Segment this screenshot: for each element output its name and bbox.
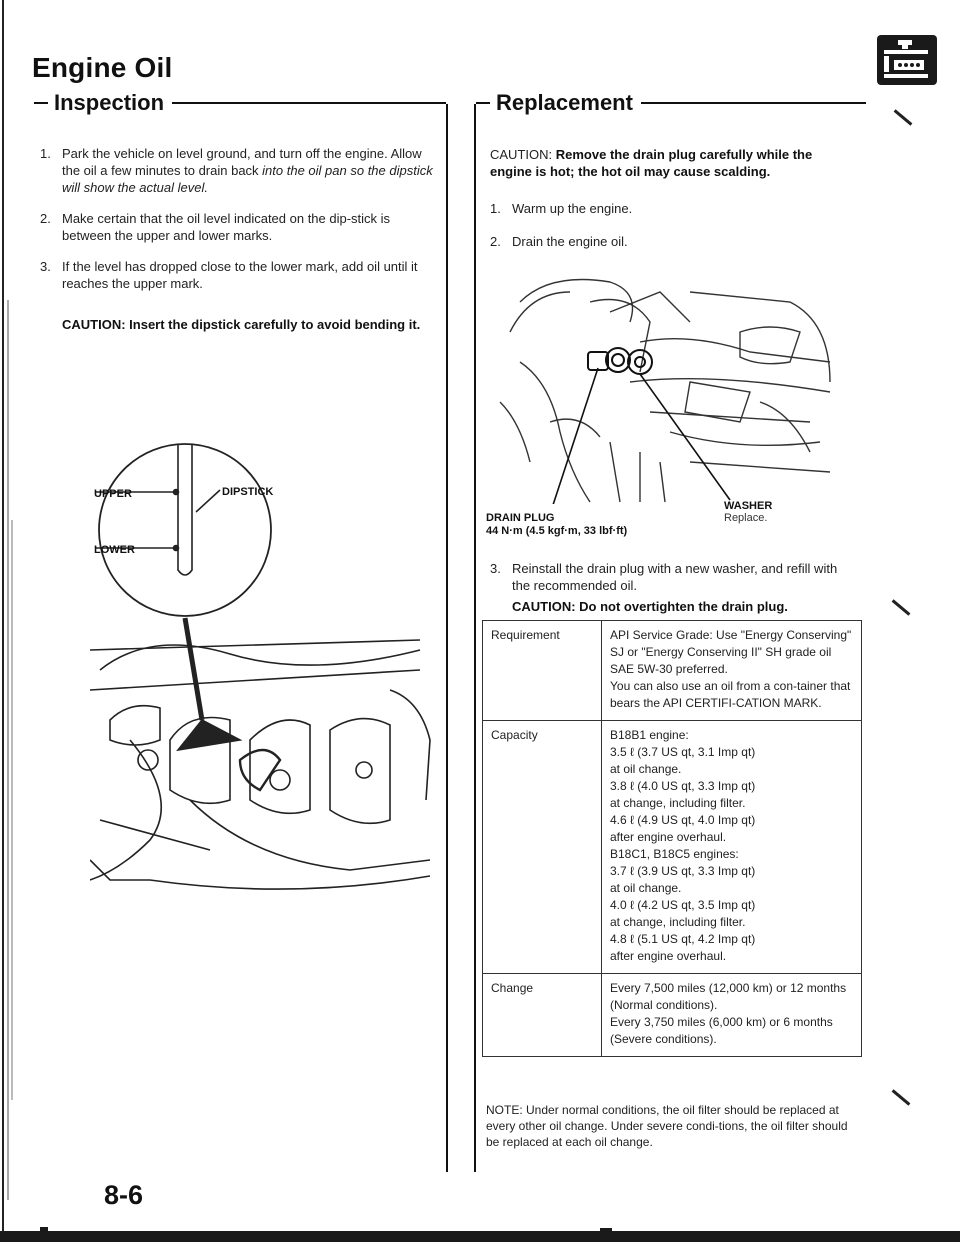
washer-label: WASHER (724, 500, 773, 512)
step-text: Drain the engine oil. (512, 234, 628, 249)
table-line: 4.6 ℓ (4.9 US qt, 4.0 Imp qt) (610, 813, 756, 827)
table-line: 3.7 ℓ (3.9 US qt, 3.3 Imp qt) (610, 864, 756, 878)
step-text: If the level has dropped close to the lower mark, add oil until it reaches the upper mark. (62, 259, 418, 291)
margin-tick (892, 599, 911, 615)
table-line: at oil change. (610, 762, 682, 776)
table-line: at change, including filter. (610, 796, 746, 810)
inspection-step (40, 210, 436, 244)
inspection-steps (40, 145, 436, 306)
replacement-step (490, 200, 850, 217)
table-line: 3.5 ℓ (3.7 US qt, 3.1 Imp qt) (610, 745, 756, 759)
step-text: Warm up the engine. (512, 201, 633, 216)
table-line: Every 3,750 miles (6,000 km) or 6 months (Severe conditions). (610, 1015, 833, 1046)
table-line: after engine overhaul. (610, 949, 727, 963)
table-line: B18C1, B18C5 engines: (610, 847, 739, 861)
caution-label: CAUTION: (62, 317, 126, 332)
inspection-heading (34, 88, 446, 118)
margin-tick (894, 109, 913, 125)
step-text: Reinstall the drain plug with a new washer, and refill with the recommended oil. (512, 561, 838, 593)
inspection-step (40, 145, 436, 196)
table-row (483, 621, 862, 721)
dipstick-label: DIPSTICK (222, 486, 274, 498)
engine-oil-section-icon (876, 34, 938, 86)
bottom-scan-bar (0, 1225, 960, 1242)
table-line: Every 7,500 miles (12,000 km) or 12 months (Normal conditions). (610, 981, 847, 1012)
table-header-cell: Change (483, 974, 602, 1057)
oil-filter-note: NOTE: Under normal conditions, the oil filter should be replaced at every other oil change. Under severe condi-tions, the oil filter should be replaced at each oil change. (486, 1103, 848, 1149)
table-value-cell (602, 621, 862, 721)
drain-plug-illustration (490, 262, 850, 504)
table-header-cell: Requirement (483, 621, 602, 721)
replacement-heading-text: Replacement (496, 90, 633, 115)
step-number: 3. (40, 259, 51, 274)
table-line: B18B1 engine: (610, 728, 689, 742)
inspection-caution (62, 316, 436, 333)
table-line: after engine overhaul. (610, 830, 727, 844)
page-title: Engine Oil (32, 52, 173, 83)
washer-replace-note: Replace. (724, 512, 768, 524)
dipstick-illustration (90, 440, 440, 900)
table-header-cell: Capacity (483, 721, 602, 974)
page-number: 8-6 (104, 1180, 144, 1210)
caution-label: CAUTION: (490, 147, 553, 162)
table-line: API Service Grade: Use "Energy Conserving" SJ or "Energy Conserving II" SH grade oil SAE 5W-30 preferred. (610, 628, 852, 676)
margin-tick (892, 1089, 911, 1105)
table-value-cell (602, 721, 862, 974)
replacement-heading (476, 88, 866, 118)
lower-label: LOWER (94, 544, 135, 556)
step-number: 2. (40, 211, 51, 226)
table-line: at oil change. (610, 881, 682, 895)
replacement-caution-2 (512, 598, 852, 615)
step-number: 3. (490, 561, 501, 576)
table-line: You can also use an oil from a con-tainer that bears the API CERTIFI-CATION MARK. (610, 679, 851, 710)
replacement-frame (474, 104, 476, 1172)
binder-edge-marks (0, 0, 22, 1242)
drain-plug-label: DRAIN PLUG (486, 512, 555, 524)
drain-plug-torque-spec: 44 N·m (4.5 kgf·m, 33 lbf·ft) (486, 525, 628, 537)
table-line: at change, including filter. (610, 915, 746, 929)
replacement-step (490, 560, 852, 594)
table-value-cell (602, 974, 862, 1057)
table-row (483, 974, 862, 1057)
replacement-step (490, 233, 850, 250)
caution-text: Remove the drain plug carefully while the engine is hot; the hot oil may cause scalding. (490, 147, 813, 179)
oil-spec-table (482, 620, 862, 1057)
table-line: 4.8 ℓ (5.1 US qt, 4.2 Imp qt) (610, 932, 756, 946)
caution-text: Insert the dipstick carefully to avoid bending it. (129, 317, 421, 332)
step-number: 1. (490, 201, 501, 216)
step-text-italic: into the oil pan so the dipstick will show the actual level. (62, 163, 433, 195)
table-line: 3.8 ℓ (4.0 US qt, 3.3 Imp qt) (610, 779, 756, 793)
caution-text: Do not overtighten the drain plug. (579, 599, 788, 614)
step-text: Park the vehicle on level ground, and turn off the engine. Allow the oil a few minutes to drain back (62, 146, 422, 178)
caution-label: CAUTION: (512, 599, 576, 614)
table-row (483, 721, 862, 974)
replacement-caution (490, 146, 850, 180)
table-line: 4.0 ℓ (4.2 US qt, 3.5 Imp qt) (610, 898, 756, 912)
inspection-step (40, 258, 436, 292)
step-number: 1. (40, 146, 51, 161)
step-number: 2. (490, 234, 501, 249)
inspection-heading-text: Inspection (54, 90, 165, 115)
upper-label: UPPER (94, 488, 132, 500)
step-text: Make certain that the oil level indicated on the dip-stick is between the upper and lower marks. (62, 211, 391, 243)
